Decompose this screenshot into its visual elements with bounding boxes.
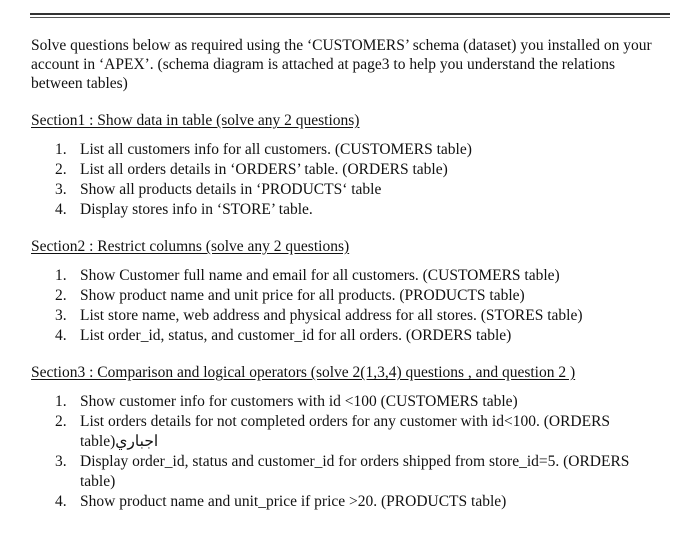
intro-paragraph: Solve questions below as required using the ‘CUSTOMERS’ schema (dataset) you installed on your account in ‘APEX’. (schema diagram is attached at page3 to help you understand the relations between tables) [31, 37, 652, 92]
mandatory-note: اجباري [115, 433, 159, 450]
question-text: List store name, web address and physical address for all stores. (STORES table) [80, 307, 583, 324]
section-3-heading: Section3 : Comparison and logical operators (solve 2(1,3,4) questions , and question 2 ) [31, 364, 576, 381]
question-number: 2. [55, 287, 67, 304]
section-1-question-2 [31, 160, 661, 180]
top-rule [30, 13, 670, 15]
document-body [31, 36, 661, 529]
section-2-question-2 [31, 286, 661, 306]
question-text: Display stores info in ‘STORE’ table. [80, 201, 313, 218]
question-text: List all orders details in ‘ORDERS’ table. (ORDERS table) [80, 161, 448, 178]
question-number: 4. [55, 201, 67, 218]
section-3-questions [31, 392, 661, 512]
question-number: 1. [55, 141, 67, 158]
question-number: 3. [55, 181, 67, 198]
question-text: List all customers info for all customers. (CUSTOMERS table) [80, 141, 472, 158]
question-text: Display order_id, status and customer_id for orders shipped from store_id=5. (ORDERS table) [80, 453, 630, 490]
question-number: 3. [55, 307, 67, 324]
question-text: List orders details for not completed orders for any customer with id<100. (ORDERS table) [80, 413, 611, 450]
section-2-question-4 [31, 326, 661, 346]
section-1-question-4 [31, 200, 661, 220]
question-text: Show all products details in ‘PRODUCTS‘ table [80, 181, 382, 198]
section-1-questions [31, 140, 661, 220]
question-text: Show customer info for customers with id <100 (CUSTOMERS table) [80, 393, 518, 410]
section-2-question-1 [31, 266, 661, 286]
question-number: 3. [55, 453, 67, 470]
section-1-question-3 [31, 180, 661, 200]
question-number: 4. [55, 493, 67, 510]
question-text: Show Customer full name and email for all customers. (CUSTOMERS table) [80, 267, 560, 284]
section-3-question-2 [31, 412, 661, 452]
question-number: 1. [55, 393, 67, 410]
section-1-question-1 [31, 140, 661, 160]
section-2-question-3 [31, 306, 661, 326]
question-text: Show product name and unit_price if price >20. (PRODUCTS table) [80, 493, 507, 510]
section-2-heading: Section2 : Restrict columns (solve any 2 questions) [31, 238, 350, 255]
section-1-heading: Section1 : Show data in table (solve any 2 questions) [31, 112, 360, 129]
top-rule-secondary [30, 17, 670, 18]
section-3-question-4 [31, 492, 661, 512]
question-text: List order_id, status, and customer_id for all orders. (ORDERS table) [80, 327, 512, 344]
question-number: 2. [55, 413, 67, 430]
section-3-question-3 [31, 452, 661, 492]
question-text: Show product name and unit price for all products. (PRODUCTS table) [80, 287, 525, 304]
section-3-question-1 [31, 392, 661, 412]
question-number: 2. [55, 161, 67, 178]
question-number: 1. [55, 267, 67, 284]
question-number: 4. [55, 327, 67, 344]
section-2-questions [31, 266, 661, 346]
